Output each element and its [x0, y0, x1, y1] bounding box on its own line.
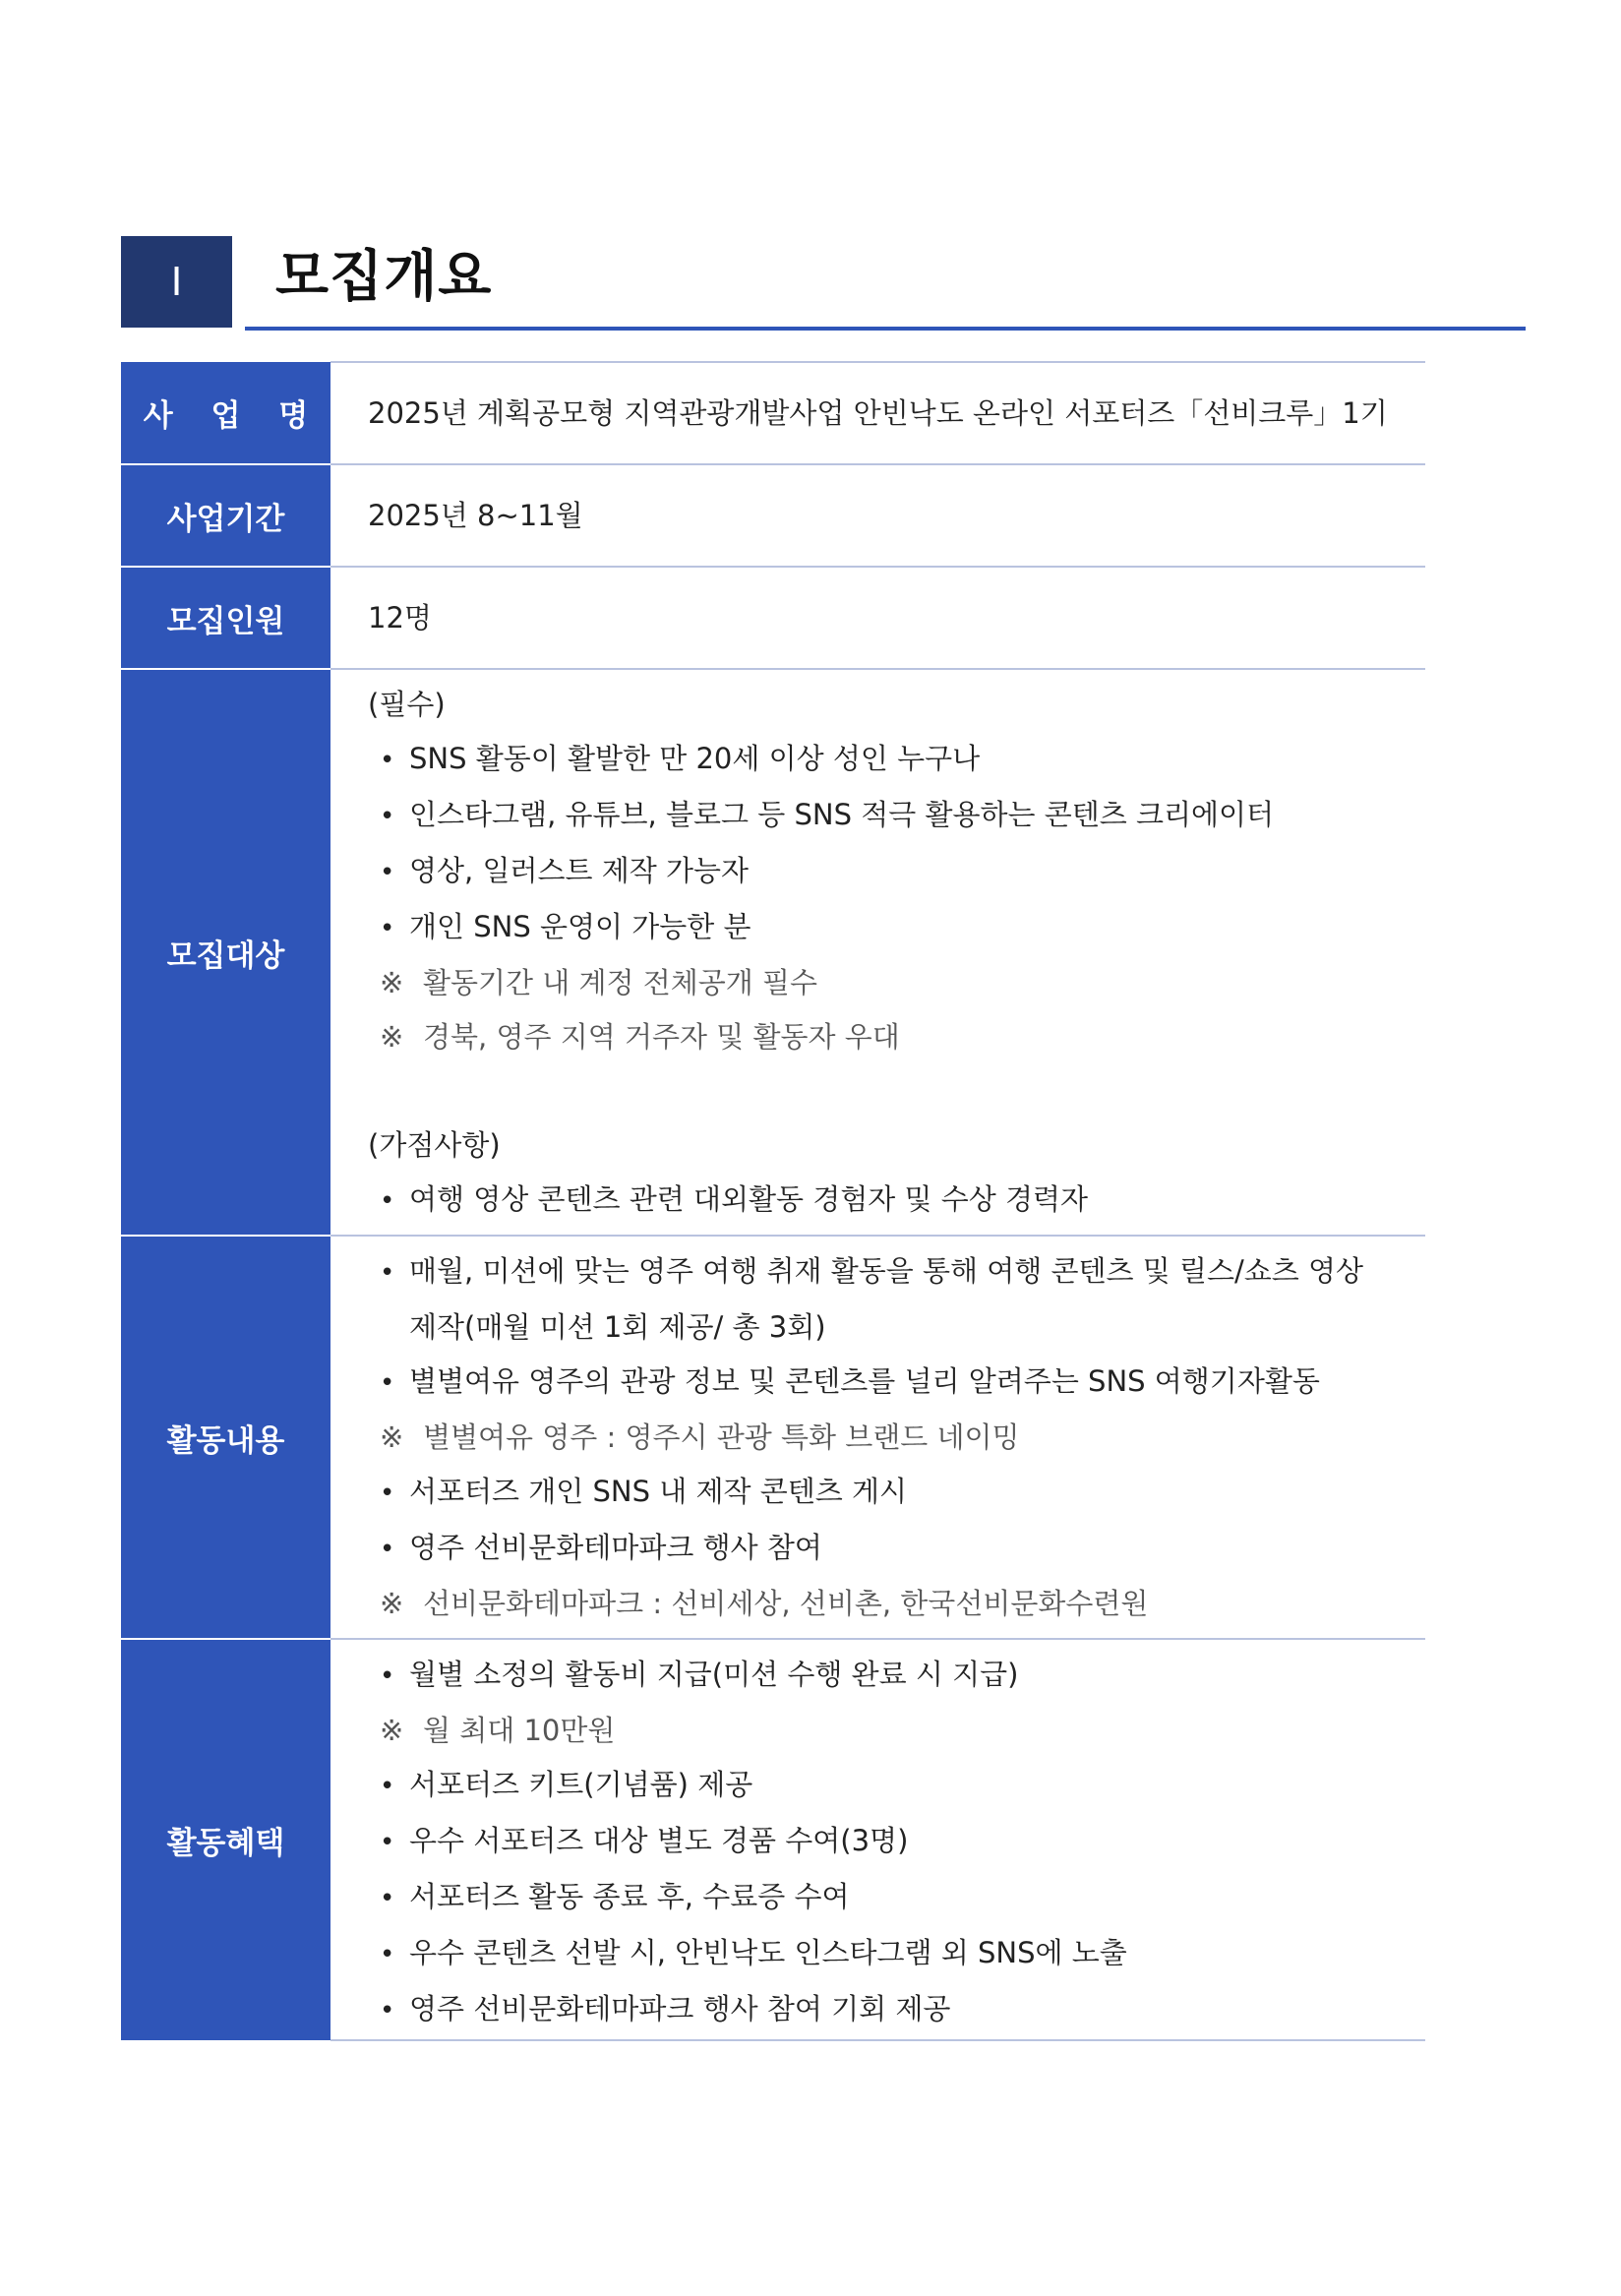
- bullet-icon: •: [380, 858, 395, 887]
- row-benefits: [121, 1639, 1425, 2040]
- bullet-icon: •: [380, 914, 395, 943]
- list-item: • 월별 소정의 활동비 지급(미션 수행 완료 시 지급): [368, 1648, 1425, 1704]
- value-business-period: 2025년 8~11월: [330, 464, 1425, 567]
- required-heading: (필수): [368, 688, 446, 721]
- value-business-name: 2025년 계획공모형 지역관광개발사업 안빈낙도 온라인 서포터즈「선비크루」1기: [330, 362, 1425, 464]
- list-item: • 매월, 미션에 맞는 영주 여행 취재 활동을 통해 여행 콘텐츠 및 릴스/쇼츠 영상: [368, 1244, 1425, 1300]
- note-item: ※ 경북, 영주 지역 거주자 및 활동자 우대: [368, 1010, 1425, 1064]
- note-item: ※ 월 최대 10만원: [368, 1704, 1425, 1758]
- section-number: Ⅰ: [170, 260, 183, 304]
- row-business-name: [121, 362, 1425, 464]
- list-item-continuation: 제작(매월 미션 1회 제공/ 총 3회): [409, 1310, 826, 1344]
- list-item: • 영주 선비문화테마파크 행사 참여 기회 제공: [368, 1982, 1425, 2038]
- list-item: • 영상, 일러스트 제작 가능자: [368, 844, 1425, 900]
- bullet-icon: •: [380, 1186, 395, 1216]
- list-item: • 우수 서포터즈 대상 별도 경품 수여(3명): [368, 1814, 1425, 1870]
- label-recruit-count: 모집인원: [121, 567, 330, 669]
- bullet-icon: •: [380, 1772, 395, 1801]
- bullet-icon: •: [380, 1368, 395, 1398]
- list-item: • 서포터즈 개인 SNS 내 제작 콘텐츠 게시: [368, 1465, 1425, 1521]
- bullet-icon: •: [380, 1996, 395, 2025]
- section-title: 모집개요: [275, 245, 493, 309]
- recruitment-overview-table: [121, 361, 1425, 2041]
- note-item: ※ 별별여유 영주 : 영주시 관광 특화 브랜드 네이밍: [368, 1411, 1425, 1465]
- list-item: • 개인 SNS 운영이 가능한 분: [368, 900, 1425, 956]
- bullet-icon: •: [380, 1662, 395, 1691]
- reference-mark-icon: ※: [380, 1714, 404, 1747]
- label-activities: 활동내용: [121, 1236, 330, 1639]
- bullet-icon: •: [380, 1940, 395, 1969]
- bullet-icon: •: [380, 1258, 395, 1288]
- value-activities: [330, 1236, 1425, 1639]
- reference-mark-icon: ※: [380, 1420, 404, 1454]
- note-item: ※ 활동기간 내 계정 전체공개 필수: [368, 956, 1425, 1010]
- row-recruit-count: [121, 567, 1425, 669]
- list-item: • 여행 영상 콘텐츠 관련 대외활동 경험자 및 수상 경력자: [368, 1173, 1425, 1229]
- reference-mark-icon: ※: [380, 966, 404, 999]
- list-item: • SNS 활동이 활발한 만 20세 이상 성인 누구나: [368, 732, 1425, 788]
- label-target: 모집대상: [121, 669, 330, 1236]
- list-item: • 별별여유 영주의 관광 정보 및 콘텐츠를 널리 알려주는 SNS 여행기자활동: [368, 1355, 1425, 1411]
- value-recruit-count: 12명: [330, 567, 1425, 669]
- row-target: [121, 669, 1425, 1236]
- bullet-icon: •: [380, 746, 395, 775]
- note-item: ※ 선비문화테마파크 : 선비세상, 선비촌, 한국선비문화수련원: [368, 1577, 1425, 1631]
- section-header: [121, 236, 1526, 331]
- reference-mark-icon: ※: [380, 1587, 404, 1620]
- section-underline: [245, 327, 1526, 331]
- bullet-icon: •: [380, 1828, 395, 1857]
- label-business-name: 사 업 명: [121, 362, 330, 464]
- list-item: • 서포터즈 활동 종료 후, 수료증 수여: [368, 1870, 1425, 1926]
- label-benefits: 활동혜택: [121, 1639, 330, 2040]
- bullet-icon: •: [380, 1535, 395, 1564]
- row-business-period: [121, 464, 1425, 567]
- bonus-heading: (가점사항): [368, 1128, 501, 1162]
- bullet-icon: •: [380, 1479, 395, 1508]
- list-item: • 우수 콘텐츠 선발 시, 안빈낙도 인스타그램 외 SNS에 노출: [368, 1926, 1425, 1982]
- list-item: • 영주 선비문화테마파크 행사 참여: [368, 1521, 1425, 1577]
- list-item: • 서포터즈 키트(기념품) 제공: [368, 1758, 1425, 1814]
- label-business-period: 사업기간: [121, 464, 330, 567]
- value-target: [330, 669, 1425, 1236]
- bullet-icon: •: [380, 1884, 395, 1913]
- row-activities: [121, 1236, 1425, 1639]
- reference-mark-icon: ※: [380, 1020, 404, 1054]
- value-benefits: [330, 1639, 1425, 2040]
- list-item: • 인스타그램, 유튜브, 블로그 등 SNS 적극 활용하는 콘텐츠 크리에이터: [368, 788, 1425, 844]
- bullet-icon: •: [380, 802, 395, 831]
- section-number-box: [121, 236, 232, 328]
